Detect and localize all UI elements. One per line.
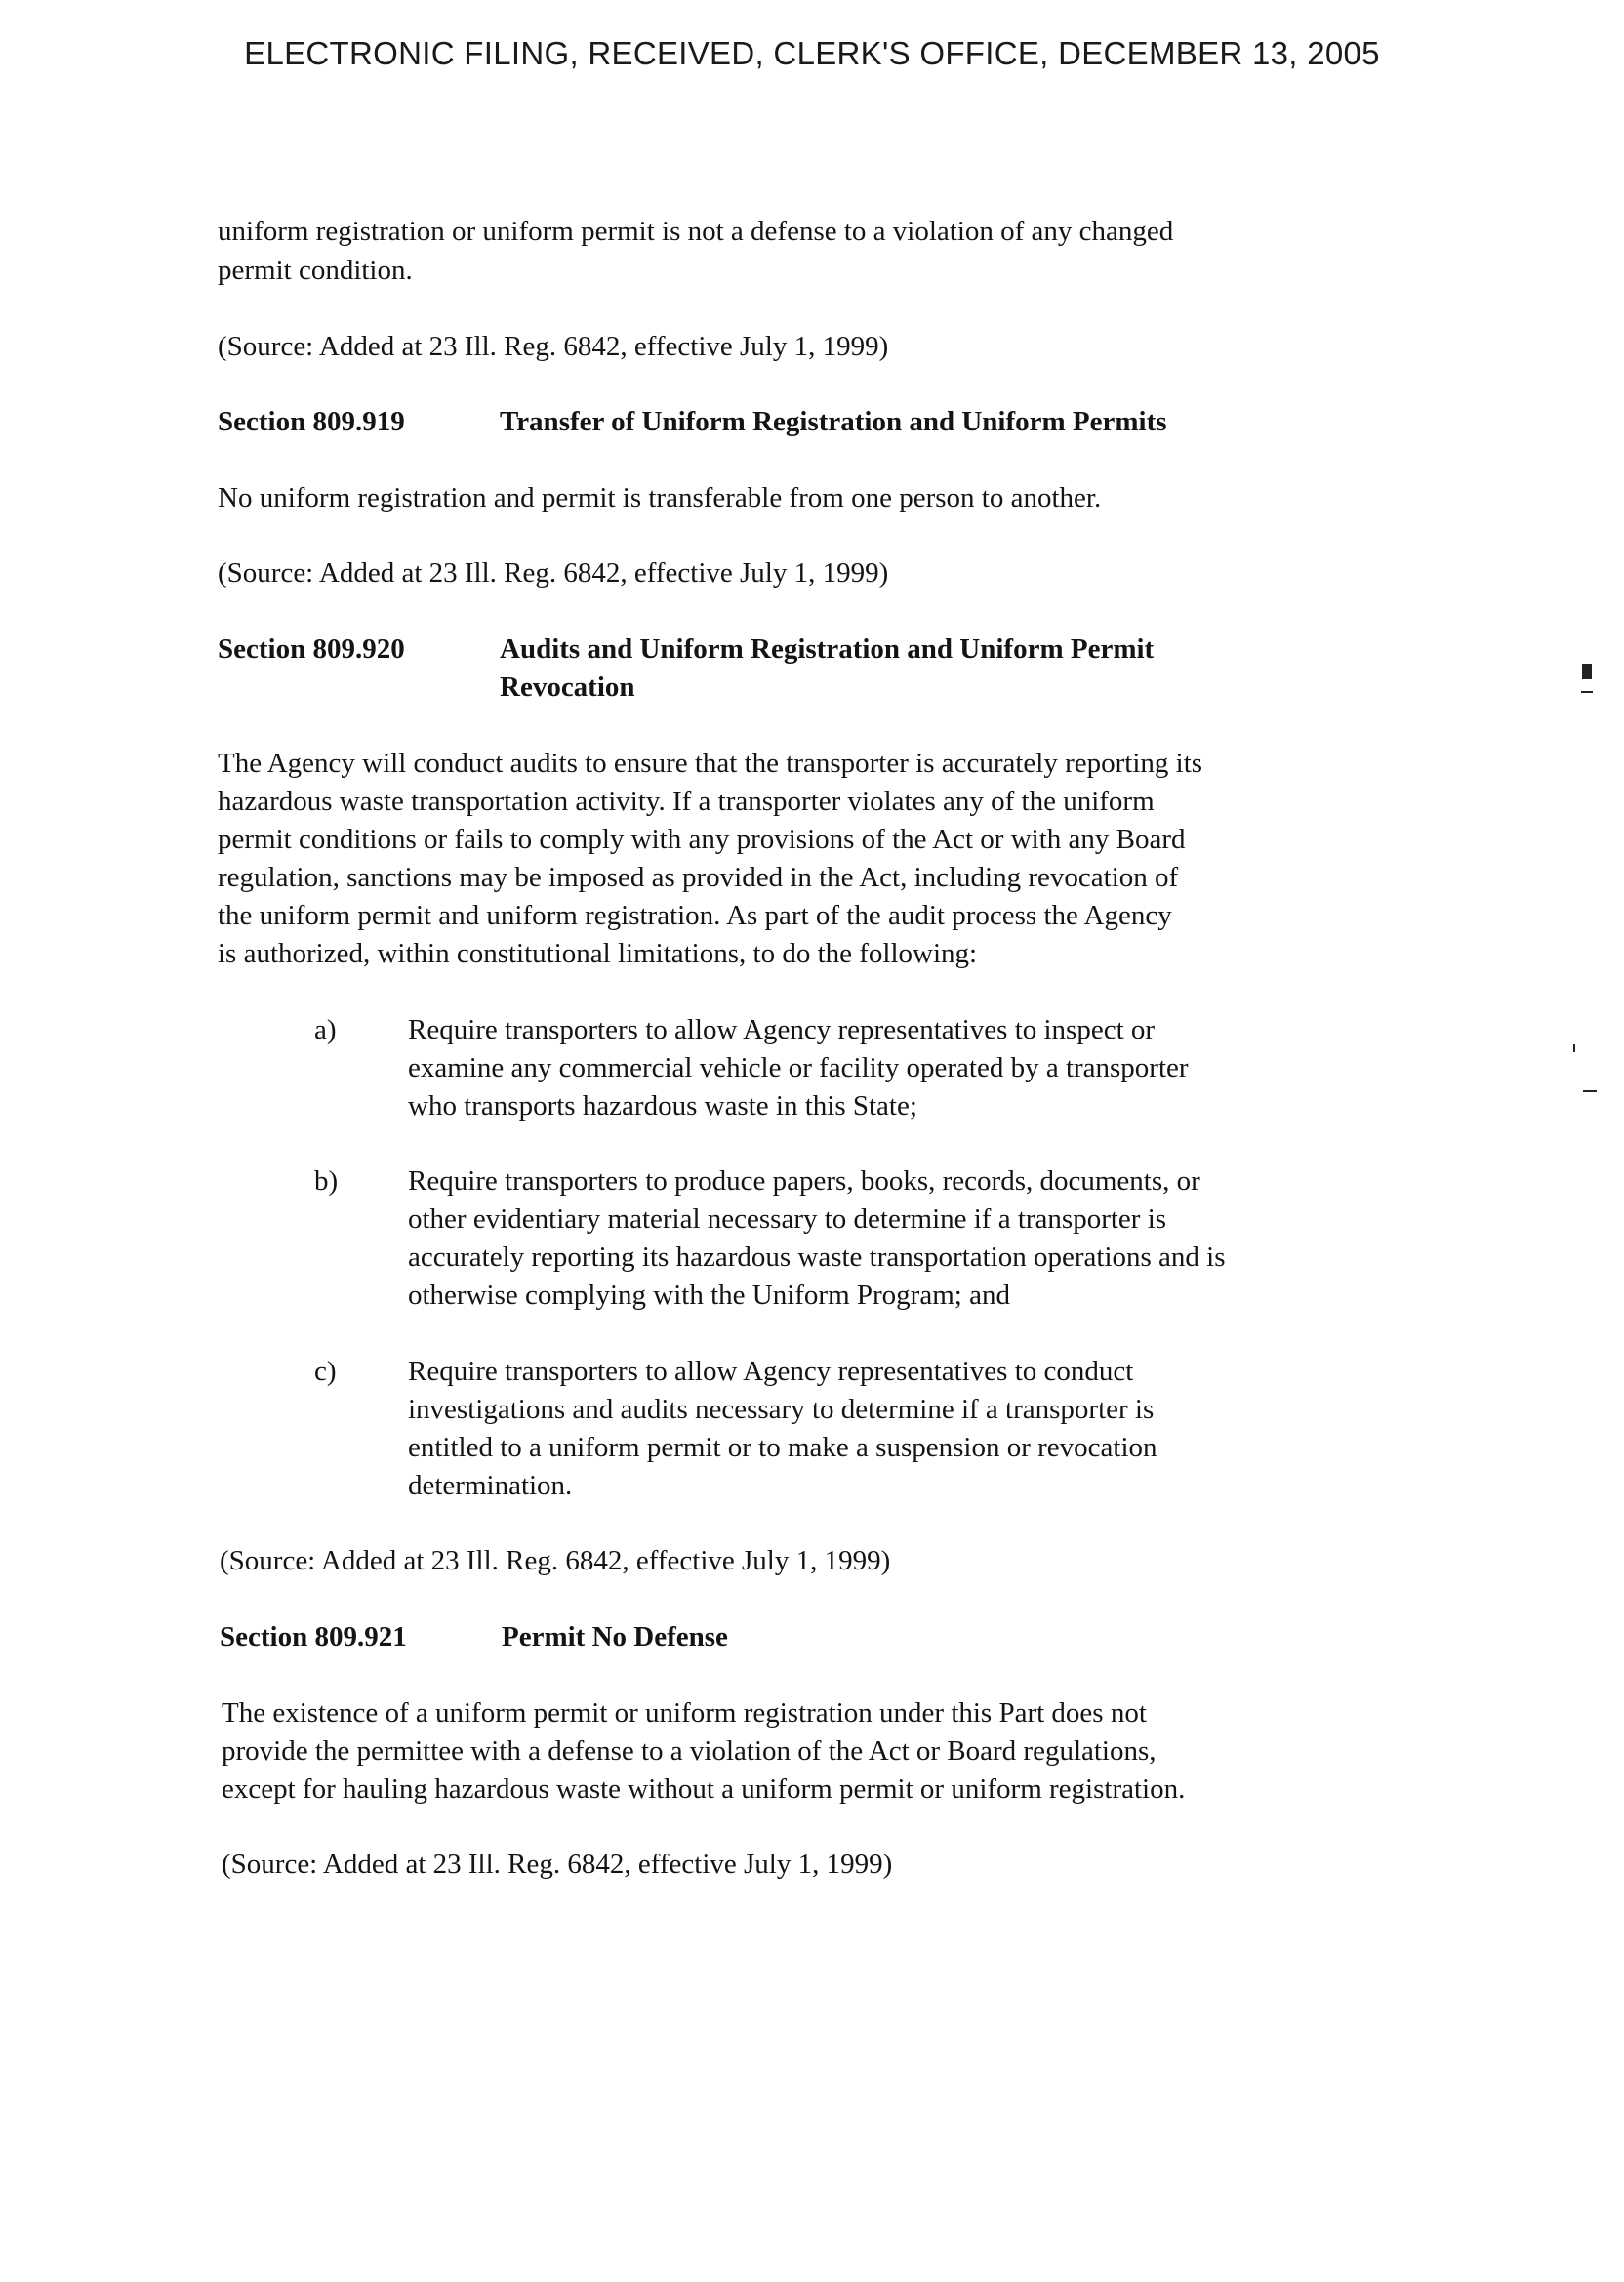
section-920-intro-line-1: The Agency will conduct audits to ensure that the transporter is accurately reporting its	[218, 748, 1203, 779]
scan-mark-tick	[1573, 1044, 1575, 1052]
item-a-line-2: examine any commercial vehicle or facility operated by a transporter	[408, 1052, 1189, 1083]
item-a-line-3: who transports hazardous waste in this State;	[408, 1090, 917, 1121]
section-919-body: No uniform registration and permit is transferable from one person to another.	[218, 482, 1102, 513]
section-920-intro-line-4: regulation, sanctions may be imposed as provided in the Act, including revocation of	[218, 862, 1179, 893]
item-b-label: b)	[314, 1165, 339, 1197]
scan-mark-dash-top	[1581, 691, 1593, 693]
source-note-3: (Source: Added at 23 Ill. Reg. 6842, effective July 1, 1999)	[220, 1545, 891, 1576]
section-919-number: Section 809.919	[218, 406, 405, 437]
section-921-body-line-2: provide the permittee with a defense to a violation of the Act or Board regulations,	[222, 1735, 1157, 1767]
source-note-1: (Source: Added at 23 Ill. Reg. 6842, effective July 1, 1999)	[218, 331, 889, 362]
continuation-line-1: uniform registration or uniform permit is not a defense to a violation of any changed	[218, 216, 1174, 247]
section-920-title-line-1: Audits and Uniform Registration and Uniform Permit	[500, 633, 1155, 665]
item-c-line-4: determination.	[408, 1470, 573, 1501]
section-920-number: Section 809.920	[218, 633, 405, 665]
section-920-intro-line-5: the uniform permit and uniform registration. As part of the audit process the Agency	[218, 900, 1172, 931]
item-a-line-1: Require transporters to allow Agency representatives to inspect or	[408, 1014, 1156, 1045]
item-c-line-1: Require transporters to allow Agency representatives to conduct	[408, 1356, 1134, 1387]
scan-mark-dash-mid	[1583, 1090, 1597, 1092]
section-920-intro-line-3: permit conditions or fails to comply with any provisions of the Act or with any Board	[218, 824, 1186, 855]
item-c-line-2: investigations and audits necessary to determine if a transporter is	[408, 1394, 1155, 1425]
section-921-body-line-1: The existence of a uniform permit or uniform registration under this Part does not	[222, 1697, 1147, 1729]
source-note-4: (Source: Added at 23 Ill. Reg. 6842, effective July 1, 1999)	[222, 1849, 893, 1880]
item-b-line-2: other evidentiary material necessary to determine if a transporter is	[408, 1203, 1167, 1235]
section-919-title: Transfer of Uniform Registration and Uniform Permits	[500, 406, 1167, 437]
item-c-label: c)	[314, 1356, 337, 1387]
scan-mark-top	[1582, 664, 1592, 679]
item-b-line-3: accurately reporting its hazardous waste transportation operations and is	[408, 1242, 1226, 1273]
section-921-number: Section 809.921	[220, 1621, 407, 1652]
source-note-2: (Source: Added at 23 Ill. Reg. 6842, effective July 1, 1999)	[218, 557, 889, 589]
section-921-title: Permit No Defense	[502, 1621, 728, 1652]
item-c-line-3: entitled to a uniform permit or to make a suspension or revocation	[408, 1432, 1157, 1463]
item-b-line-1: Require transporters to produce papers, books, records, documents, or	[408, 1165, 1200, 1197]
section-920-intro-line-2: hazardous waste transportation activity. If a transporter violates any of the uniform	[218, 786, 1155, 817]
item-a-label: a)	[314, 1014, 337, 1045]
filing-stamp-header: ELECTRONIC FILING, RECEIVED, CLERK'S OFFICE, DECEMBER 13, 2005	[244, 35, 1380, 71]
section-920-intro-line-6: is authorized, within constitutional limitations, to do the following:	[218, 938, 978, 969]
section-920-title-line-2: Revocation	[500, 672, 635, 703]
section-921-body-line-3: except for hauling hazardous waste without a uniform permit or uniform registration.	[222, 1773, 1186, 1805]
item-b-line-4: otherwise complying with the Uniform Program; and	[408, 1280, 1010, 1311]
continuation-line-2: permit condition.	[218, 255, 413, 286]
